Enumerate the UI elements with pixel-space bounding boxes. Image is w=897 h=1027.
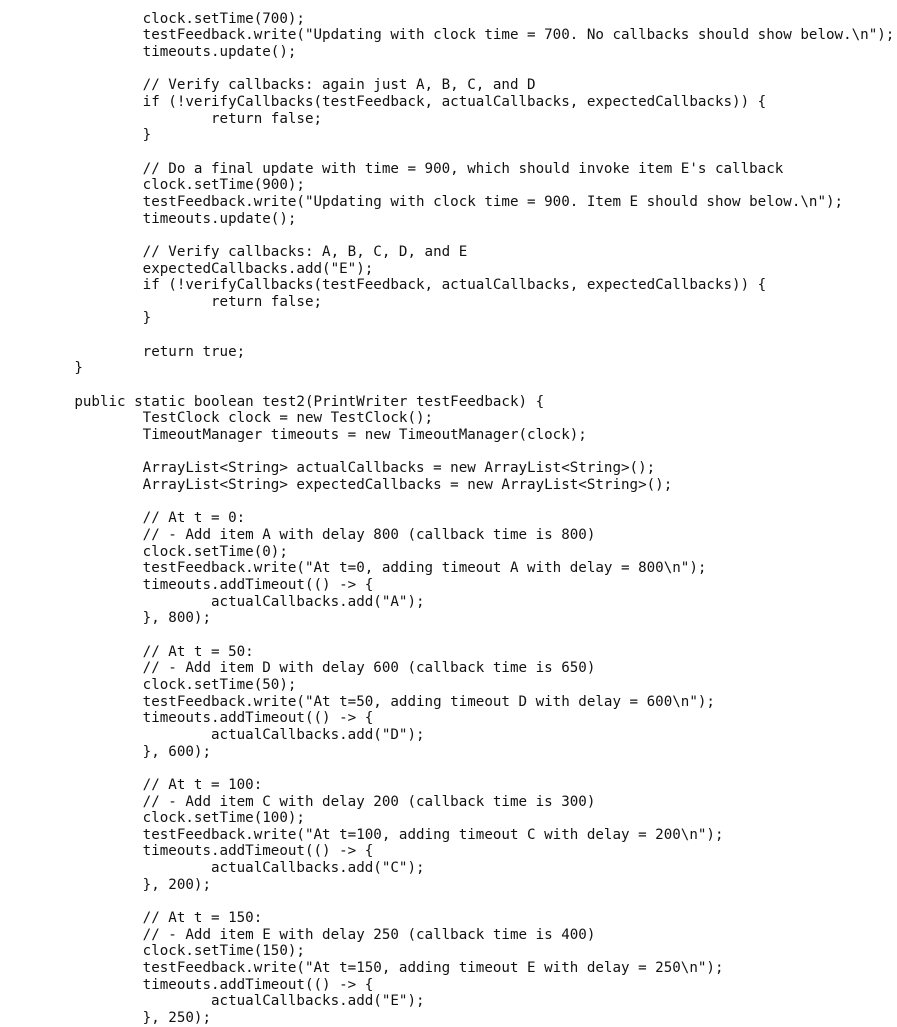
code-line: clock.setTime(150); xyxy=(6,943,305,960)
code-line: // - Add item C with delay 200 (callback time is 300) xyxy=(6,793,596,810)
code-line: public static boolean test2(PrintWriter testFeedback) { xyxy=(6,393,545,410)
code-line: return false; xyxy=(6,110,323,127)
code-line: // Verify callbacks: A, B, C, D, and E xyxy=(6,243,468,260)
code-line: expectedCallbacks.add("E"); xyxy=(6,260,374,277)
code-line: TimeoutManager timeouts = new TimeoutManager(clock); xyxy=(6,427,587,444)
code-line xyxy=(0,144,897,161)
code-line: timeouts.update(); xyxy=(6,210,297,227)
code-line: // At t = 150: xyxy=(6,910,263,927)
code-line: clock.setTime(0); xyxy=(6,543,288,560)
code-line: timeouts.addTimeout(() -> { xyxy=(6,576,374,593)
code-line: } xyxy=(6,310,152,327)
code-line: timeouts.addTimeout(() -> { xyxy=(6,710,374,727)
code-line: testFeedback.write("At t=0, adding timeout A with delay = 800\n"); xyxy=(6,560,707,577)
code-line xyxy=(0,494,897,511)
code-line: // At t = 50: xyxy=(6,643,254,660)
code-line: return false; xyxy=(6,293,323,310)
code-line: testFeedback.write("Updating with clock time = 700. No callbacks should show below.\n"); xyxy=(6,27,895,44)
code-line: }, 200); xyxy=(6,876,211,893)
code-line: // Do a final update with time = 900, which should invoke item E's callback xyxy=(6,160,784,177)
code-line: timeouts.update(); xyxy=(6,43,297,60)
code-line: clock.setTime(50); xyxy=(6,676,297,693)
code-line: }, 800); xyxy=(6,610,211,627)
code-line: clock.setTime(700); xyxy=(6,10,305,27)
code-line: } xyxy=(6,127,152,144)
code-line xyxy=(0,893,897,910)
code-line: testFeedback.write("At t=100, adding timeout C with delay = 200\n"); xyxy=(6,826,724,843)
code-line: clock.setTime(900); xyxy=(6,177,305,194)
code-line: timeouts.addTimeout(() -> { xyxy=(6,843,374,860)
code-line: testFeedback.write("At t=150, adding timeout E with delay = 250\n"); xyxy=(6,960,724,977)
code-line xyxy=(0,444,897,461)
code-line: if (!verifyCallbacks(testFeedback, actualCallbacks, expectedCallbacks)) { xyxy=(6,93,767,110)
code-line: clock.setTime(100); xyxy=(6,810,305,827)
code-line: timeouts.addTimeout(() -> { xyxy=(6,976,374,993)
code-line: // - Add item E with delay 250 (callback time is 400) xyxy=(6,926,596,943)
code-line: testFeedback.write("Updating with clock time = 900. Item E should show below.\n"); xyxy=(6,193,844,210)
code-line xyxy=(0,0,897,11)
code-line: }, 250); xyxy=(6,1010,211,1027)
code-line: // Verify callbacks: again just A, B, C, and D xyxy=(6,77,536,94)
code-line: TestClock clock = new TestClock(); xyxy=(6,410,434,427)
code-line xyxy=(0,760,897,777)
code-line xyxy=(0,627,897,644)
code-line: ArrayList<String> expectedCallbacks = new ArrayList<String>(); xyxy=(6,477,673,494)
code-line: if (!verifyCallbacks(testFeedback, actualCallbacks, expectedCallbacks)) { xyxy=(6,277,767,294)
code-line: // - Add item D with delay 600 (callback time is 650) xyxy=(6,660,596,677)
code-line: // At t = 0: xyxy=(6,510,246,527)
code-line: testFeedback.write("At t=50, adding timeout D with delay = 600\n"); xyxy=(6,693,715,710)
code-line xyxy=(0,327,897,344)
code-line: // - Add item A with delay 800 (callback time is 800) xyxy=(6,527,596,543)
code-line xyxy=(0,377,897,394)
code-line: ArrayList<String> actualCallbacks = new ArrayList<String>(); xyxy=(6,460,656,477)
code-line: actualCallbacks.add("E"); xyxy=(6,993,425,1010)
code-line: actualCallbacks.add("C"); xyxy=(6,860,425,877)
code-line: actualCallbacks.add("A"); xyxy=(6,593,425,610)
code-line: }, 600); xyxy=(6,743,211,760)
code-line xyxy=(0,227,897,244)
code-line: actualCallbacks.add("D"); xyxy=(6,726,425,743)
code-line: return true; xyxy=(6,343,246,360)
code-line: } xyxy=(6,360,83,377)
code-line: // At t = 100: xyxy=(6,776,263,793)
code-line xyxy=(0,61,897,78)
